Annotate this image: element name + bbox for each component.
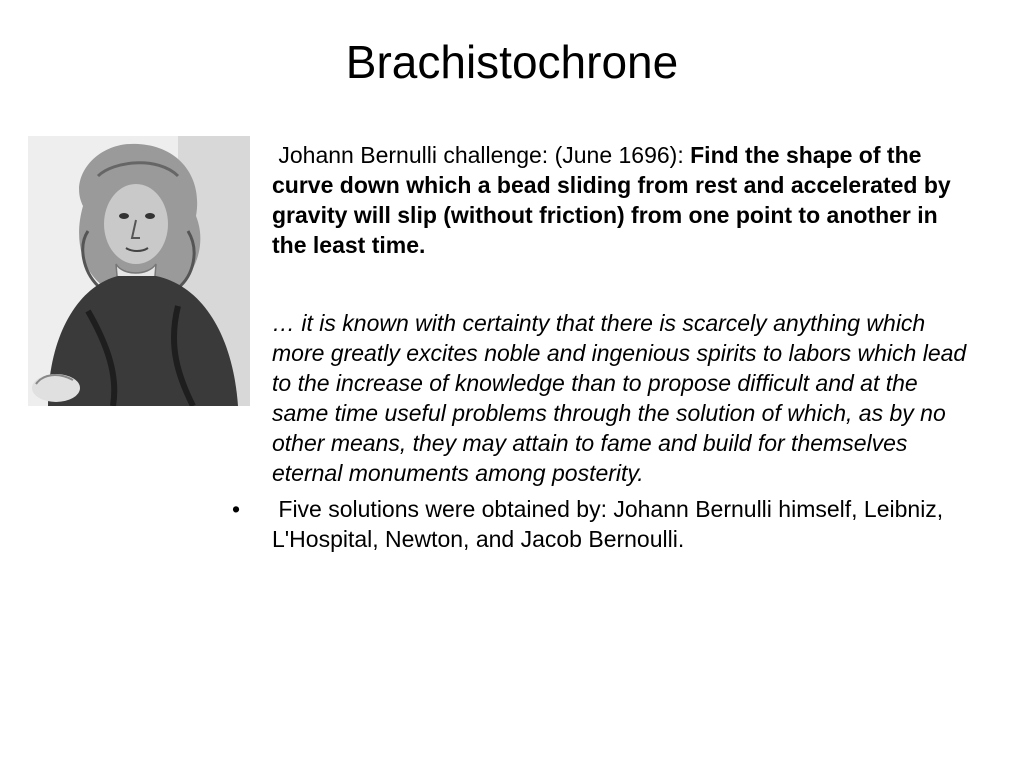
slide-body <box>232 140 977 554</box>
quote-paragraph <box>232 308 977 488</box>
challenge-paragraph <box>232 140 977 260</box>
challenge-problem-text: Find the shape of the curve down which a bead sliding from rest and accelerated by gravity will slip (without friction) from one point to another in the least time. <box>272 142 951 258</box>
challenge-intro-text: Johann Bernulli challenge: (June 1696): <box>278 142 691 168</box>
quote-text: … it is known with certainty that there is scarcely anything which more greatly excites noble and ingenious spirits to labors which lead to the increase of knowledge than to propose difficult and at the same time useful problems through the solution of which, as by no other means, they may attain to fame and build for themselves eternal monuments among posterity. <box>272 310 967 486</box>
solutions-bullet-item <box>232 494 977 554</box>
slide-title: Brachistochrone <box>345 36 679 88</box>
solutions-text: Five solutions were obtained by: Johann Bernulli himself, Leibniz, L'Hospital, Newton, and Jacob Bernoulli. <box>272 496 944 552</box>
bernoulli-portrait-icon <box>28 136 250 406</box>
bullet-icon: • <box>232 496 241 522</box>
portrait-image <box>28 136 250 406</box>
